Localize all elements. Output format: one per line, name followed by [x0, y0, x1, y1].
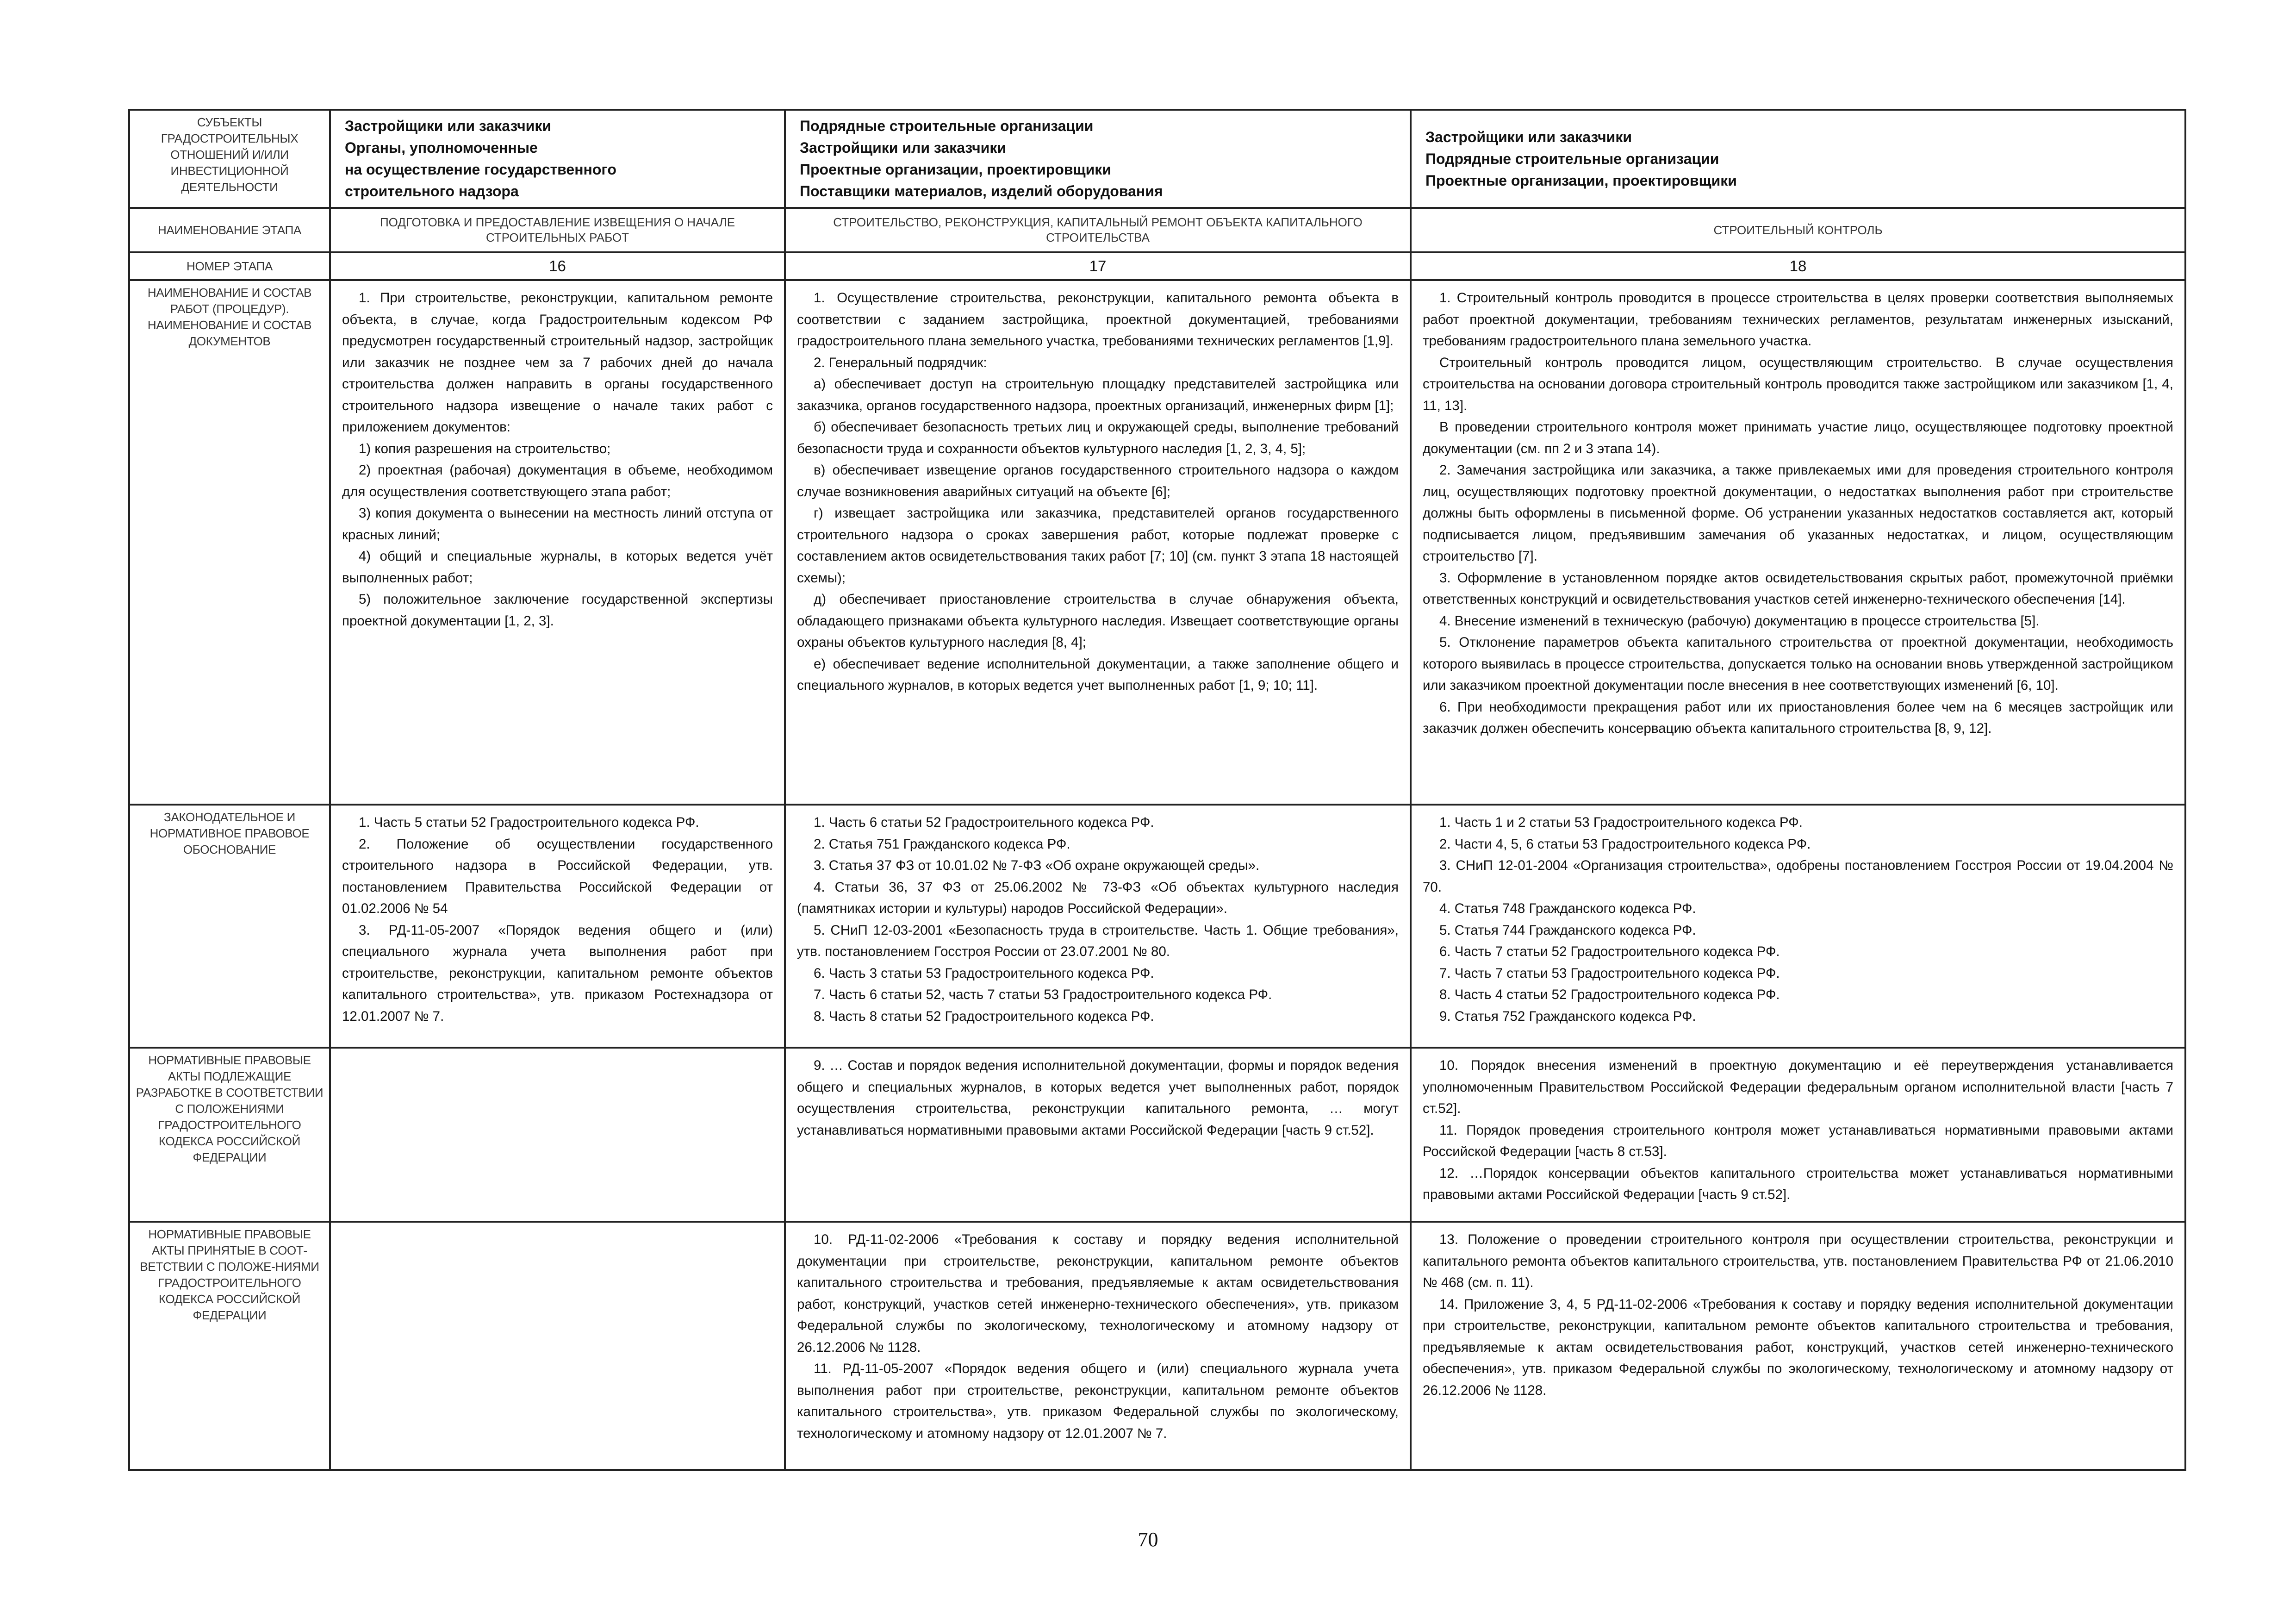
actors-col-17 — [785, 110, 1411, 208]
paragraph: 5. Статья 744 Гражданского кодекса РФ. — [1439, 922, 1696, 938]
stage-name-17: СТРОИТЕЛЬСТВО, РЕКОНСТРУКЦИЯ, КАПИТАЛЬНЫЙ РЕМОНТ ОБЪЕКТА КАПИТАЛЬНОГО СТРОИТЕЛЬСТВА — [785, 208, 1411, 252]
row-header-subjects: СУБЪЕКТЫ ГРАДОСТРОИТЕЛЬНЫХ ОТНОШЕНИЙ И/ИЛИ ИНВЕСТИЦИОННОЙ ДЕЯТЕЛЬНОСТИ — [129, 110, 330, 208]
works-col-18 — [1411, 280, 2185, 805]
paragraph: 8. Часть 8 статьи 52 Градостроительного кодекса РФ. — [814, 1008, 1154, 1024]
actor-line: на осуществление государственного — [345, 161, 616, 178]
paragraph: 1. Часть 1 и 2 статьи 53 Градостроительного кодекса РФ. — [1439, 815, 1803, 830]
legal-col-18 — [1411, 805, 2185, 1048]
paragraph: 3. РД-11-05-2007 «Порядок ведения общего и (или) специального журнала учета выполнения работ при строительстве, реконструкции, капитальном ремонте объектов капитального строительства», утв. приказом Ростехнадзора от 12.01.2007 № 7. — [342, 922, 773, 1024]
actor-line: Застройщики или заказчики — [345, 118, 551, 134]
paragraph: б) обеспечивает безопасность третьих лиц и окружающей среды, выполнение требований безопасности труда и сохранности объектов культурного наследия [1, 2, 3, 4, 5]; — [797, 419, 1399, 456]
stage-name-18: СТРОИТЕЛЬНЫЙ КОНТРОЛЬ — [1411, 208, 2185, 252]
stage-name-16: ПОДГОТОВКА И ПРЕДОСТАВЛЕНИЕ ИЗВЕЩЕНИЯ О НАЧАЛЕ СТРОИТЕЛЬНЫХ РАБОТ — [330, 208, 785, 252]
row-header-stage-name: НАИМЕНОВАНИЕ ЭТАПА — [129, 208, 330, 252]
row-works — [129, 280, 2185, 805]
paragraph: 7. Часть 6 статьи 52, часть 7 статьи 53 Градостроительного кодекса РФ. — [814, 987, 1272, 1002]
actor-line: Застройщики или заказчики — [1425, 128, 1632, 145]
paragraph: 2. Статья 751 Гражданского кодекса РФ. — [814, 836, 1070, 852]
paragraph: 8. Часть 4 статьи 52 Градостроительного кодекса РФ. — [1439, 987, 1780, 1002]
paragraph: 2. Положение об осуществлении государственного строительного надзора в Российской Федерации, утв. постановлением Правительства Российской Федерации от 01.02.2006 № 54 — [342, 836, 773, 916]
paragraph: 10. РД-11-02-2006 «Требования к составу и порядку ведения исполнительной документации при строительстве, реконструкции, капитальном ремонте объектов капитального строительства и требования, предъявляемые к актам освидетельствования работ, конструкций, участков сетей инженерно-технического обеспечения», утв. приказом Федеральной службы по экологическому, технологическому и атомному надзору от 26.12.2006 № 1128. — [797, 1232, 1399, 1355]
actor-line: Подрядные строительные организации — [800, 118, 1094, 134]
paragraph: 11. РД-11-05-2007 «Порядок ведения общего и (или) специального журнала учета выполнения работ при строительстве, реконструкции, капитальном ремонте объектов капитального строительства», утв. приказом Федеральной службы по экологическому, технологическому и атомному надзору от 12.01.2007 № 7. — [797, 1361, 1399, 1441]
paragraph: 1. При строительстве, реконструкции, капитальном ремонте объекта, в случае, когда Градостроительным кодексом РФ предусмотрен государственный строительный надзор, застройщик или заказчик не позднее чем за 7 рабочих дней до начала строительства должен направить в органы государственного строительного надзора извещение о начале таких работ с приложением документов: — [342, 290, 773, 435]
paragraph: 3. СНиП 12-01-2004 «Организация строительства», одобрены постановлением Госстроя России от 19.04.2004 № 70. — [1423, 858, 2173, 895]
actors-col-18 — [1411, 110, 2185, 208]
paragraph: 7. Часть 7 статьи 53 Градостроительного кодекса РФ. — [1439, 965, 1780, 981]
paragraph: г) извещает застройщика или заказчика, представителей органов государственного строительного надзора о сроках завершения работ, которые подлежат проверке с составлением актов освидетельствования таких работ [7; 10] (см. пункт 3 этапа 18 настоящей схемы); — [797, 506, 1399, 586]
stage-number-16: 16 — [330, 252, 785, 280]
paragraph: 1. Строительный контроль проводится в процессе строительства в целях проверки соответствия выполняемых работ проектной документации, требованиям технических регламентов, результатам инженерных изысканий, требованиям градостроительного плана земельного участка. — [1423, 290, 2173, 349]
paragraph: 2. Генеральный подрядчик: — [814, 355, 987, 370]
paragraph: 5. Отклонение параметров объекта капитального строительства от проектной документации, необходимость которого выявилась в процессе строительства, допускается только на основании вновь утвержденной застройщиком или заказчиком проектной документации после внесения в нее соответствующих изменений [6, 10]. — [1423, 635, 2173, 693]
stage-number-18: 18 — [1411, 252, 2185, 280]
actor-line: Органы, уполномоченные — [345, 139, 538, 156]
actor-line: Подрядные строительные организации — [1425, 150, 1719, 167]
page-number: 70 — [1138, 1528, 1158, 1551]
actor-line: Застройщики или заказчики — [800, 139, 1006, 156]
paragraph: 2. Замечания застройщика или заказчика, а также привлекаемых ими для проведения строительного контроля лиц, осуществляющих подготовку проектной документации, о недостатках выполнения работ при строительстве должны быть оформлены в письменной форме. Об устранении указанных недостатков составляется акт, который подписывается лицом, предъявившим замечания об указанных недостатках, и лицом, осуществляющим строительство [7]. — [1423, 462, 2173, 564]
adopted-col-16 — [330, 1222, 785, 1470]
actors-col-16 — [330, 110, 785, 208]
adopted-col-17 — [785, 1222, 1411, 1470]
adopted-col-18 — [1411, 1222, 2185, 1470]
paragraph: 1. Часть 5 статьи 52 Градостроительного кодекса РФ. — [359, 815, 699, 830]
paragraph: а) обеспечивает доступ на строительную площадку представителей застройщика или заказчика, органов государственного надзора, проектных организаций, инженерных фирм [1]; — [797, 376, 1399, 413]
paragraph: д) обеспечивает приостановление строительства в случае обнаружения объекта, обладающего признаками объекта культурного наследия. Извещает соответствующие органы охраны объектов культурного наследия [8, 4]; — [797, 592, 1399, 650]
actor-line: Поставщики материалов, изделий оборудования — [800, 183, 1163, 200]
to-develop-col-16 — [330, 1048, 785, 1222]
paragraph: 10. Порядок внесения изменений в проектную документацию и её переутверждения устанавливается уполномоченным Правительством Российской Федерации федеральным органом исполнительной власти [часть 7 ст.52]. — [1423, 1058, 2173, 1116]
paragraph: 5. СНиП 12-03-2001 «Безопасность труда в строительстве. Часть 1. Общие требования», утв. постановлением Госстроя России от 23.07.2001 № 80. — [797, 922, 1399, 959]
paragraph: в) обеспечивает извещение органов государственного строительного надзора о каждом случае возникновения аварийных ситуаций на объекте [6]; — [797, 462, 1399, 500]
paragraph: В проведении строительного контроля может принимать участие лицо, осуществляющее подготовку проектной документации (см. пп 2 и 3 этапа 14). — [1423, 419, 2173, 456]
actor-line: Проектные организации, проектировщики — [800, 161, 1111, 178]
row-header-stage-number: НОМЕР ЭТАПА — [129, 252, 330, 280]
legal-col-17 — [785, 805, 1411, 1048]
paragraph: 9. … Состав и порядок ведения исполнительной документации, формы и порядок ведения общего и специальных журналов, в которых ведется учет выполненных работ, порядок осуществления строительства, реконструкции капитального ремонта, … могут устанавливаться нормативными правовыми актами Российской Федерации [часть 9 ст.52]. — [797, 1058, 1399, 1138]
paragraph: 5) положительное заключение государственной экспертизы проектной документации [1, 2, 3]. — [342, 592, 773, 629]
row-header-works: НАИМЕНОВАНИЕ И СОСТАВ РАБОТ (ПРОЦЕДУР). НАИМЕНОВАНИЕ И СОСТАВ ДОКУМЕНТОВ — [129, 280, 330, 805]
actor-line: строительного надзора — [345, 183, 519, 200]
row-subjects — [129, 110, 2185, 208]
paragraph: 2. Части 4, 5, 6 статьи 53 Градостроительного кодекса РФ. — [1439, 836, 1811, 852]
paragraph: 2) проектная (рабочая) документация в объеме, необходимом для осуществления соответствующего этапа работ; — [342, 462, 773, 500]
row-to-develop — [129, 1048, 2185, 1222]
row-stage-name — [129, 208, 2185, 252]
paragraph: 14. Приложение 3, 4, 5 РД-11-02-2006 «Требования к составу и порядку ведения исполнительной документации при строительстве, реконструкции, капитальном ремонте объектов капитального строительства и требования, предъявляемые к актам освидетельствования работ, конструкций, участков сетей инженерно-технического обеспечения», утв. приказом Федеральной службы по экологическому, технологическому и атомному надзору от 26.12.2006 № 1128. — [1423, 1296, 2173, 1398]
stage-number-17: 17 — [785, 252, 1411, 280]
stages-table — [128, 109, 2186, 1471]
paragraph: 6. При необходимости прекращения работ или их приостановления более чем на 6 месяцев застройщик или заказчик должен обеспечить консервацию объекта капитального строительства [8, 9, 12]. — [1423, 699, 2173, 736]
paragraph: 13. Положение о проведении строительного контроля при осуществлении строительства, реконструкции и капитального ремонта объектов капитального строительства, утв. постановлением Правительства РФ от 21.06.2010 № 468 (см. п. 11). — [1423, 1232, 2173, 1290]
paragraph: 1. Осуществление строительства, реконструкции, капитального ремонта объекта в соответствии с заданием застройщика, проектной документацией, требованиями градостроительного плана земельного участка, требованиями технических регламентов [1,9]. — [797, 290, 1399, 349]
row-legal — [129, 805, 2185, 1048]
paragraph: 6. Часть 3 статьи 53 Градостроительного кодекса РФ. — [814, 965, 1154, 981]
to-develop-col-17 — [785, 1048, 1411, 1222]
paragraph: 4. Внесение изменений в техническую (рабочую) документацию в процессе строительства [5]. — [1439, 613, 2040, 629]
row-stage-number — [129, 252, 2185, 280]
paragraph: 3. Статья 37 ФЗ от 10.01.02 № 7-ФЗ «Об охране окружающей среды». — [814, 858, 1260, 873]
paragraph: 9. Статья 752 Гражданского кодекса РФ. — [1439, 1008, 1696, 1024]
paragraph: 12. …Порядок консервации объектов капитального строительства может устанавливаться нормативными правовыми актами Российской Федерации [часть 9 ст.52]. — [1423, 1165, 2173, 1202]
paragraph: 4. Статья 748 Гражданского кодекса РФ. — [1439, 901, 1696, 916]
paragraph: е) обеспечивает ведение исполнительной документации, а также заполнение общего и специального журналов, в которых ведется учет выполненных работ [1, 9; 10; 11]. — [797, 656, 1399, 693]
row-adopted — [129, 1222, 2185, 1470]
actor-line: Проектные организации, проектировщики — [1425, 172, 1737, 189]
works-col-16 — [330, 280, 785, 805]
row-header-adopted: НОРМАТИВНЫЕ ПРАВОВЫЕ АКТЫ ПРИНЯТЫЕ В СООТ-ВЕТСТВИИ С ПОЛОЖЕ-НИЯМИ ГРАДОСТРОИТЕЛЬНОГО КОДЕКСА РОССИЙСКОЙ ФЕДЕРАЦИИ — [129, 1222, 330, 1470]
paragraph: 4) общий и специальные журналы, в которых ведется учёт выполненных работ; — [342, 549, 773, 586]
paragraph: 1) копия разрешения на строительство; — [359, 441, 611, 456]
works-col-17 — [785, 280, 1411, 805]
paragraph: Строительный контроль проводится лицом, осуществляющим строительство. В случае осуществления строительства на основании договора строительный контроль проводится также застройщиком или заказчиком [1, 4, 11, 13]. — [1423, 355, 2173, 413]
row-header-to-develop: НОРМАТИВНЫЕ ПРАВОВЫЕ АКТЫ ПОДЛЕЖАЩИЕ РАЗРАБОТКЕ В СООТВЕТСТВИИ С ПОЛОЖЕНИЯМИ ГРАДОСТРОИТЕЛЬНОГО КОДЕКСА РОССИЙСКОЙ ФЕДЕРАЦИИ — [129, 1048, 330, 1222]
paragraph: 11. Порядок проведения строительного контроля может устанавливаться нормативными правовыми актами Российской Федерации [часть 8 ст.53]. — [1423, 1122, 2173, 1159]
paragraph: 1. Часть 6 статьи 52 Градостроительного кодекса РФ. — [814, 815, 1154, 830]
paragraph: 6. Часть 7 статьи 52 Градостроительного кодекса РФ. — [1439, 944, 1780, 959]
paragraph: 4. Статьи 36, 37 ФЗ от 25.06.2002 № 73-ФЗ «Об объектах культурного наследия (памятниках истории и культуры) народов Российской Федерации». — [797, 879, 1399, 916]
row-header-legal: ЗАКОНОДАТЕЛЬНОЕ И НОРМАТИВНОЕ ПРАВОВОЕ ОБОСНОВАНИЕ — [129, 805, 330, 1048]
paragraph: 3) копия документа о вынесении на местность линий отступа от красных линий; — [342, 506, 773, 543]
to-develop-col-18 — [1411, 1048, 2185, 1222]
legal-col-16 — [330, 805, 785, 1048]
paragraph: 3. Оформление в установленном порядке актов освидетельствования скрытых работ, промежуточной приёмки ответственных конструкций и освидетельствования участков сетей инженерно-технического обеспечения [14]. — [1423, 570, 2173, 607]
